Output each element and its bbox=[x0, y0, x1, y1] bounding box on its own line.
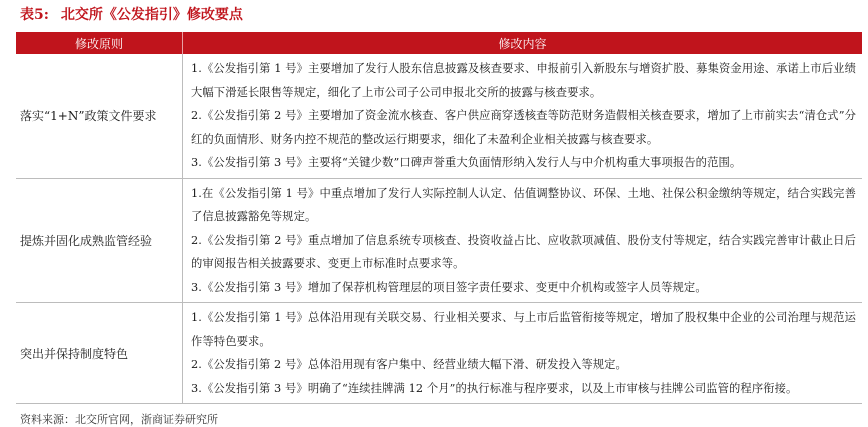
row-item: 2.《公发指引第 2 号》重点增加了信息系统专项核查、投资收益占比、应收款项减值、股份支付等规定，结合实践完善审计截止日后的审阅报告相关披露要求、变更上市标准时点要求等。 bbox=[191, 233, 856, 270]
table-header-row bbox=[16, 32, 862, 54]
table-title-text: 北交所《公发指引》修改要点 bbox=[60, 7, 243, 23]
header-principle: 修改原则 bbox=[16, 32, 183, 54]
row-item: 1.《公发指引第 1 号》总体沿用现有关联交易、行业相关要求、与上市后监管衔接等规定，增加了股权集中企业的公司治理与规范运作等特色要求。 bbox=[191, 311, 856, 348]
row-item: 2.《公发指引第 2 号》总体沿用现有客户集中、经营业绩大幅下滑、研发投入等规定。 bbox=[191, 358, 627, 371]
row-items bbox=[183, 303, 863, 404]
row-category: 落实“1+N”政策文件要求 bbox=[16, 54, 183, 178]
row-items bbox=[183, 178, 863, 303]
row-category: 提炼并固化成熟监管经验 bbox=[16, 178, 183, 303]
row-item: 1.《公发指引第 1 号》主要增加了发行人股东信息披露及核查要求、申报前引入新股东与增资扩股、募集资金用途、承诺上市后业绩大幅下滑延长限售等规定，细化了上市公司子公司申报北交所的披露与核查要求。 bbox=[191, 62, 856, 99]
table-row bbox=[16, 54, 862, 178]
modification-table bbox=[16, 32, 862, 404]
row-item: 2.《公发指引第 2 号》主要增加了资金流水核查、客户供应商穿透核查等防范财务造假相关核查要求，增加了上市前实去“清仓式”分红的负面情形、财务内控不规范的整改运行期要求，细化了未盈利企业相关披露与核查要求。 bbox=[191, 109, 856, 146]
row-item: 3.《公发指引第 3 号》增加了保荐机构管理层的项目签字责任要求、变更中介机构或签字人员等规定。 bbox=[191, 280, 707, 294]
table-title bbox=[20, 4, 243, 26]
source-note: 资料来源：北交所官网，浙商证券研究所 bbox=[20, 413, 218, 426]
row-category: 突出并保持制度特色 bbox=[16, 303, 183, 404]
header-content: 修改内容 bbox=[183, 32, 863, 54]
row-item: 1.在《公发指引第 1 号》中重点增加了发行人实际控制人认定、估值调整协议、环保、土地、社保公积金缴纳等规定，结合实践完善了信息披露豁免等规定。 bbox=[191, 186, 856, 223]
row-item: 3.《公发指引第 3 号》主要将“关键少数”口碑声誉重大负面情形纳入发行人与中介机构重大事项报告的范围。 bbox=[191, 156, 742, 169]
row-items bbox=[183, 54, 863, 178]
table-row bbox=[16, 178, 862, 303]
row-item: 3.《公发指引第 3 号》明确了“连续挂牌满 12 个月”的执行标准与程序要求，以及上市审核与挂牌公司监管的程序衔接。 bbox=[191, 381, 798, 395]
table-number: 表5: bbox=[20, 7, 49, 23]
table-row bbox=[16, 303, 862, 404]
